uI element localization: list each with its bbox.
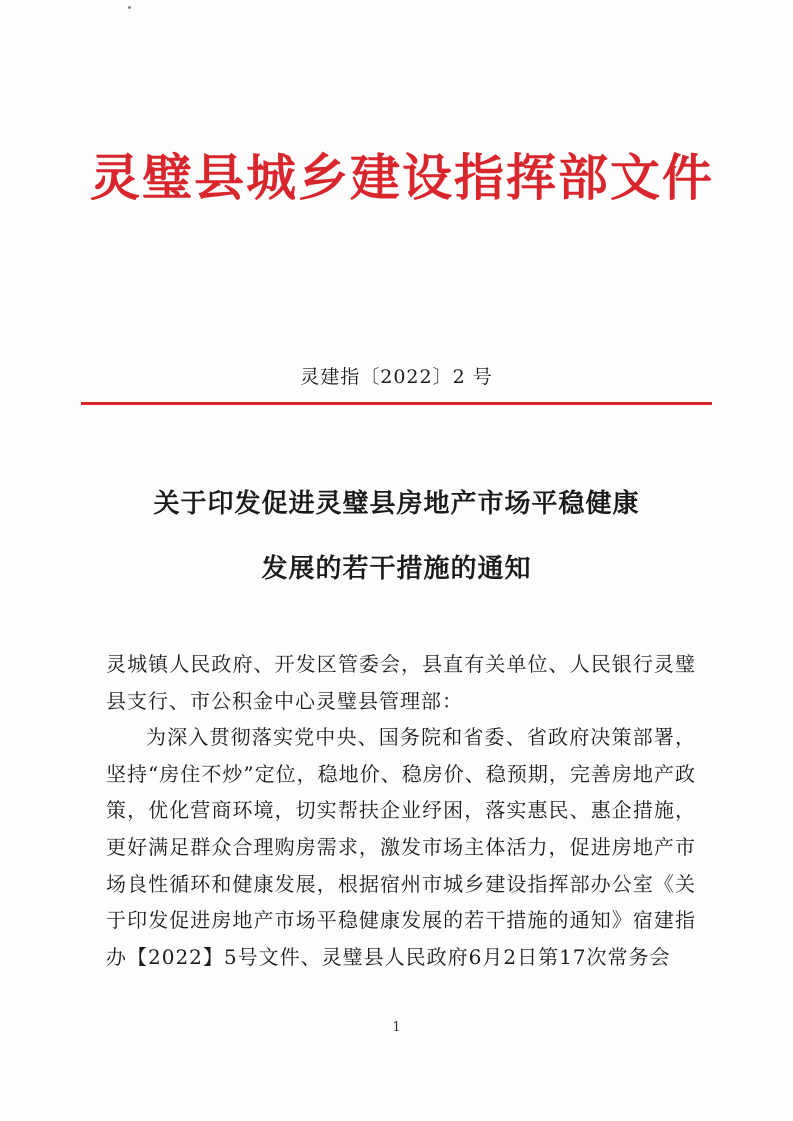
issuer-title: 灵璧县城乡建设指挥部文件 xyxy=(90,149,714,207)
document-number: 灵建指〔2022〕2 号 xyxy=(300,366,493,388)
body-paragraph-1: 为深入贯彻落实党中央、国务院和省委、省政府决策部署，坚持“房住不炒”定位，稳地价、稳房价、稳预期，完善房地产政策，优化营商环境，切实帮扶企业纾困，落实惠民、惠企措施，更好满足群众合理购房需求，激发市场主体活力，促进房地产市场良性循环和健康发展，根据宿州市城乡建设指挥部办公室《关于印发促进房地产市场平稳健康发展的若干措施的通知》宿建指办【2022】5号文件、灵璧县人民政府6月2日第17次常务会 xyxy=(106,725,696,969)
body-text xyxy=(106,646,696,975)
recipients-paragraph: 灵城镇人民政府、开发区管委会，县直有关单位、人民银行灵璧县支行、市公积金中心灵璧县管理部： xyxy=(106,652,696,713)
notice-title-line2: 发展的若干措施的通知 xyxy=(261,554,532,584)
page-number: 1 xyxy=(392,1020,401,1035)
red-divider xyxy=(81,402,712,405)
scan-artifact xyxy=(128,6,131,9)
notice-title-line1: 关于印发促进灵璧县房地产市场平稳健康 xyxy=(153,489,640,519)
